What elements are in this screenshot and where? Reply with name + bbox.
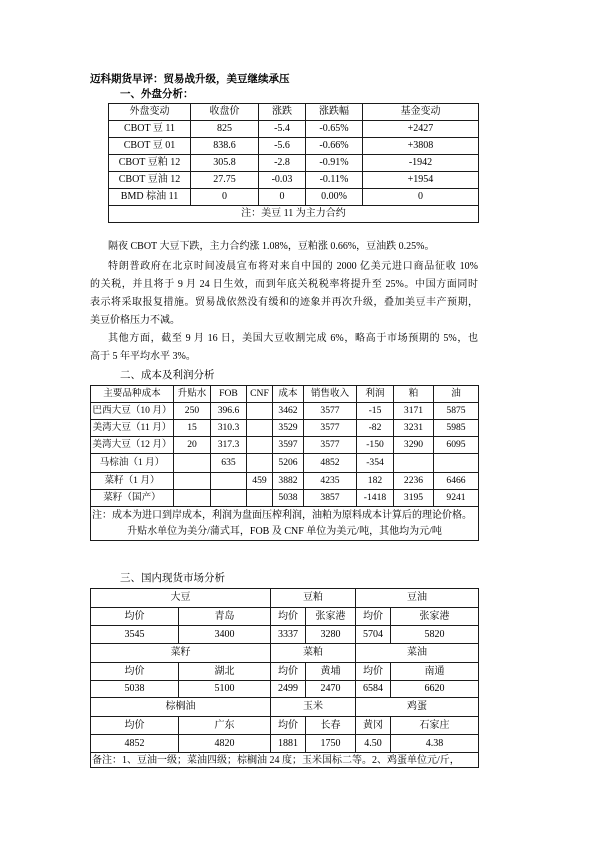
oil-price-cell: 6466 (434, 473, 479, 490)
price-value-cell: 4852 (91, 735, 179, 753)
column-header: 外盘变动 (109, 104, 191, 121)
report-title: 迈科期货早评：贸易战升级，美豆继续承压 (90, 74, 290, 85)
fund-change-cell: 0 (363, 189, 479, 206)
fob-cell (211, 490, 247, 507)
price-value-cell: 4.50 (356, 735, 391, 753)
table-note (91, 507, 479, 541)
text-line: 其他方面，截至 9 月 16 日，美国大豆收割完成 6%，略高于市场预期的 5%，也 (108, 333, 478, 344)
fob-cell: 317.3 (211, 437, 247, 454)
premium-cell (174, 454, 211, 473)
fund-change-cell: -1942 (363, 155, 479, 172)
product-name-cell: 菜油 (356, 644, 479, 663)
note-line: 升贴水单位为美分/蒲式耳，FOB 及 CNF 单位为美元/吨，其他均为元/吨 (127, 525, 442, 537)
oil-price-cell: 5875 (434, 403, 479, 420)
price-value-cell: 2499 (271, 681, 306, 698)
price-value-cell: 5820 (391, 626, 479, 644)
cnf-cell: 459 (247, 473, 273, 490)
cost-cell: 3462 (273, 403, 304, 420)
premium-cell: 15 (174, 420, 211, 437)
change-pct-cell: -0.66% (306, 138, 363, 155)
price-value-row (91, 681, 479, 698)
table-row (109, 189, 479, 206)
profit-cell: -15 (357, 403, 394, 420)
price-value-cell: 5100 (179, 681, 271, 698)
premium-cell: 20 (174, 437, 211, 454)
product-name-cell: 鸡蛋 (356, 698, 479, 717)
column-header: CNF (247, 386, 273, 403)
change-cell: 0 (259, 189, 306, 206)
close-price-cell: 838.6 (191, 138, 259, 155)
fob-cell: 396.6 (211, 403, 247, 420)
table-note-row (91, 507, 479, 541)
table-header-row (91, 386, 479, 403)
table-row (109, 121, 479, 138)
column-label-cell: 均价 (271, 663, 306, 681)
foreign-market-table (108, 103, 479, 223)
table-row (109, 155, 479, 172)
price-value-cell: 2470 (306, 681, 356, 698)
note-line: 注：成本为进口到岸成本，利润为盘面压榨利润，油粕为原料成本计算后的理论价格。 (92, 509, 472, 521)
price-value-cell: 3280 (306, 626, 356, 644)
column-header: 成本 (273, 386, 304, 403)
profit-cell: -82 (357, 420, 394, 437)
premium-cell (174, 473, 211, 490)
close-price-cell: 825 (191, 121, 259, 138)
column-label-row (91, 717, 479, 735)
text-line: 表示将采取报复措施。贸易战依然没有缓和的迹象并再次升级，叠加美豆丰产预期， (90, 297, 478, 308)
column-label-cell: 均价 (91, 717, 179, 735)
price-value-cell: 6620 (391, 681, 479, 698)
price-value-cell: 3545 (91, 626, 179, 644)
contract-name-cell: CBOT 豆 11 (109, 121, 191, 138)
product-name-cell: 大豆 (91, 589, 271, 608)
column-label-cell: 黄埔 (306, 663, 356, 681)
price-value-cell: 5704 (356, 626, 391, 644)
price-value-cell: 3337 (271, 626, 306, 644)
change-pct-cell: -0.91% (306, 155, 363, 172)
table-row (91, 473, 479, 490)
section-heading-domestic-spot: 三、国内现货市场分析 (120, 573, 225, 584)
column-header: FOB (211, 386, 247, 403)
contract-name-cell: BMD 棕油 11 (109, 189, 191, 206)
oil-price-cell: 9241 (434, 490, 479, 507)
profit-cell: 182 (357, 473, 394, 490)
column-header: 涨跌 (259, 104, 306, 121)
paragraph (90, 258, 478, 330)
column-header: 涨跌幅 (306, 104, 363, 121)
oil-price-cell: 5985 (434, 420, 479, 437)
meal-price-cell (394, 454, 434, 473)
table-note: 注：美豆 11 为主力合约 (109, 206, 479, 223)
product-name-row (91, 644, 479, 663)
sales-revenue-cell: 3577 (304, 403, 357, 420)
fund-change-cell: +1954 (363, 172, 479, 189)
column-label-cell: 均价 (356, 608, 391, 626)
column-header: 收盘价 (191, 104, 259, 121)
table-row (91, 437, 479, 454)
table-row (91, 454, 479, 473)
cnf-cell (247, 437, 273, 454)
cost-cell: 5206 (273, 454, 304, 473)
variety-name-cell: 菜籽（1 月） (91, 473, 174, 490)
profit-cell: -1418 (357, 490, 394, 507)
column-label-cell: 南通 (391, 663, 479, 681)
meal-price-cell: 3290 (394, 437, 434, 454)
meal-price-cell: 3171 (394, 403, 434, 420)
close-price-cell: 27.75 (191, 172, 259, 189)
premium-cell: 250 (174, 403, 211, 420)
table-note-row (91, 753, 479, 768)
product-name-cell: 玉米 (271, 698, 356, 717)
change-pct-cell: -0.65% (306, 121, 363, 138)
sales-revenue-cell: 3857 (304, 490, 357, 507)
column-header: 升贴水 (174, 386, 211, 403)
cost-cell: 3529 (273, 420, 304, 437)
text-line: 美豆价格压力不减。 (90, 315, 180, 326)
column-label-cell: 广东 (179, 717, 271, 735)
change-pct-cell: 0.00% (306, 189, 363, 206)
oil-price-cell: 6095 (434, 437, 479, 454)
variety-name-cell: 马棕油（1 月） (91, 454, 174, 473)
text-line: 高于 5 年平均水平 3%。 (90, 351, 196, 362)
column-header: 基金变动 (363, 104, 479, 121)
price-value-cell: 1881 (271, 735, 306, 753)
price-value-cell: 6584 (356, 681, 391, 698)
column-label-cell: 湖北 (179, 663, 271, 681)
price-value-cell: 1750 (306, 735, 356, 753)
cost-cell: 5038 (273, 490, 304, 507)
product-name-row (91, 698, 479, 717)
profit-cell: -150 (357, 437, 394, 454)
section-heading-cost-profit: 二、成本及利润分析 (120, 370, 215, 381)
sales-revenue-cell: 4235 (304, 473, 357, 490)
premium-cell (174, 490, 211, 507)
sales-revenue-cell: 3577 (304, 437, 357, 454)
table-row (91, 420, 479, 437)
cnf-cell (247, 490, 273, 507)
column-header: 利润 (357, 386, 394, 403)
commentary-text (90, 238, 478, 366)
product-name-cell: 棕榈油 (91, 698, 271, 717)
price-value-cell: 4820 (179, 735, 271, 753)
table-row (91, 490, 479, 507)
text-line: 特朗普政府在北京时间凌晨宣布将对来自中国的 2000 亿美元进口商品征收 10% (108, 261, 478, 272)
sales-revenue-cell: 4852 (304, 454, 357, 473)
section-heading-foreign-market: 一、外盘分析： (120, 89, 194, 100)
variety-name-cell: 美湾大豆（12 月） (91, 437, 174, 454)
table-note-row (109, 206, 479, 223)
variety-name-cell: 菜籽（国产） (91, 490, 174, 507)
contract-name-cell: CBOT 豆粕 12 (109, 155, 191, 172)
fob-cell: 635 (211, 454, 247, 473)
fund-change-cell: +3808 (363, 138, 479, 155)
contract-name-cell: CBOT 豆油 12 (109, 172, 191, 189)
change-cell: -2.8 (259, 155, 306, 172)
meal-price-cell: 3195 (394, 490, 434, 507)
fund-change-cell: +2427 (363, 121, 479, 138)
product-name-cell: 豆油 (356, 589, 479, 608)
price-value-row (91, 735, 479, 753)
column-label-cell: 长春 (306, 717, 356, 735)
column-label-cell: 均价 (91, 663, 179, 681)
column-header: 粕 (394, 386, 434, 403)
price-value-cell: 4.38 (391, 735, 479, 753)
table-note: 备注：1、豆油一级；菜油四级；棕榈油 24 度；玉米国标二等。2、鸡蛋单位元/斤， (91, 753, 479, 768)
cnf-cell (247, 454, 273, 473)
column-header: 主要品种成本 (91, 386, 174, 403)
column-label-cell: 均价 (91, 608, 179, 626)
price-value-cell: 5038 (91, 681, 179, 698)
column-label-cell: 张家港 (391, 608, 479, 626)
cnf-cell (247, 420, 273, 437)
price-value-row (91, 626, 479, 644)
cost-cell: 3597 (273, 437, 304, 454)
change-cell: -0.03 (259, 172, 306, 189)
fob-cell (211, 473, 247, 490)
close-price-cell: 0 (191, 189, 259, 206)
profit-cell: -354 (357, 454, 394, 473)
column-label-cell: 均价 (356, 663, 391, 681)
column-label-cell: 均价 (271, 608, 306, 626)
sales-revenue-cell: 3577 (304, 420, 357, 437)
column-label-cell: 均价 (271, 717, 306, 735)
change-cell: -5.4 (259, 121, 306, 138)
fob-cell: 310.3 (211, 420, 247, 437)
cnf-cell (247, 403, 273, 420)
column-label-cell: 张家港 (306, 608, 356, 626)
column-header: 销售收入 (304, 386, 357, 403)
change-pct-cell: -0.11% (306, 172, 363, 189)
product-name-cell: 菜粕 (271, 644, 356, 663)
product-name-row (91, 589, 479, 608)
variety-name-cell: 巴西大豆（10 月） (91, 403, 174, 420)
table-row (109, 172, 479, 189)
paragraph (90, 238, 478, 256)
cost-cell: 3882 (273, 473, 304, 490)
table-row (109, 138, 479, 155)
contract-name-cell: CBOT 豆 01 (109, 138, 191, 155)
column-header: 油 (434, 386, 479, 403)
meal-price-cell: 2236 (394, 473, 434, 490)
table-header-row (109, 104, 479, 121)
column-label-cell: 石家庄 (391, 717, 479, 735)
change-cell: -5.6 (259, 138, 306, 155)
product-name-cell: 豆粕 (271, 589, 356, 608)
column-label-cell: 黄冈 (356, 717, 391, 735)
column-label-row (91, 663, 479, 681)
product-name-cell: 菜籽 (91, 644, 271, 663)
table-row (91, 403, 479, 420)
oil-price-cell (434, 454, 479, 473)
variety-name-cell: 美湾大豆（11 月） (91, 420, 174, 437)
domestic-spot-table (90, 588, 479, 768)
meal-price-cell: 3231 (394, 420, 434, 437)
column-label-row (91, 608, 479, 626)
column-label-cell: 青岛 (179, 608, 271, 626)
price-value-cell: 3400 (179, 626, 271, 644)
text-line: 的关税，并且将于 9 月 24 日生效，而到年底关税税率将提升至 25%。中国方面同时 (90, 279, 478, 290)
close-price-cell: 305.8 (191, 155, 259, 172)
text-line: 隔夜 CBOT 大豆下跌，主力合约涨 1.08%，豆粕涨 0.66%，豆油跌 0.25%。 (108, 241, 435, 252)
paragraph (90, 330, 478, 366)
cost-profit-table (90, 385, 479, 541)
